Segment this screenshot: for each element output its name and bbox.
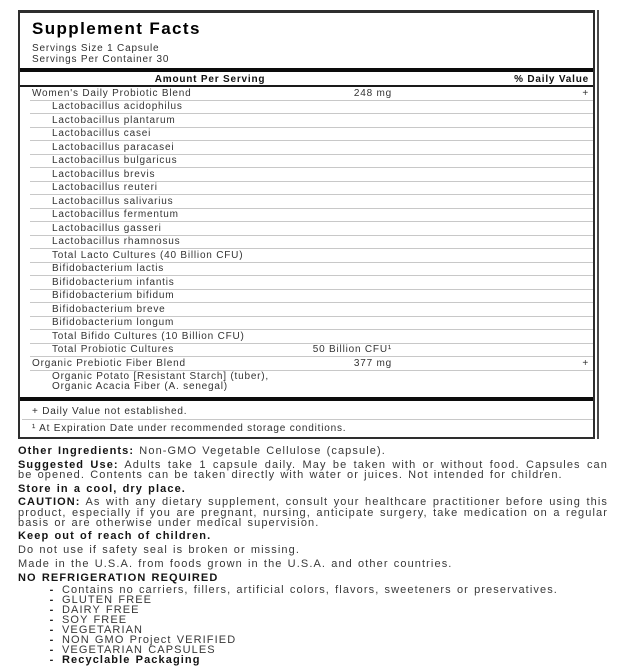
ingredient-name: Lactobacillus salivarius (52, 195, 174, 207)
footnote-expiration: ¹ At Expiration Date under recommended storage conditions. (32, 422, 347, 434)
ingredient-name: Total Probiotic Cultures (52, 344, 175, 355)
paragraph-label: Keep out of reach of children. (18, 530, 212, 543)
ingredient-name: Lactobacillus acidophilus (52, 101, 183, 112)
table-row (30, 222, 593, 236)
ingredient-name: Bifidobacterium longum (52, 317, 175, 328)
bullet-text: SOY FREE (62, 613, 128, 626)
ingredient-name: Bifidobacterium bifidum (52, 290, 175, 301)
ingredient-name: Bifidobacterium lactis (52, 263, 165, 274)
table-row (30, 371, 593, 395)
info-paragraph (18, 497, 608, 528)
table-row (30, 236, 593, 250)
ingredient-name: Bifidobacterium infantis (52, 276, 175, 288)
column-header-row (30, 72, 593, 85)
table-row (30, 249, 593, 263)
info-paragraph (18, 545, 608, 555)
column-header-amount: Amount Per Serving (154, 74, 266, 85)
table-row (30, 357, 593, 371)
paragraph-text: Adults take 1 capsule daily. May be taken with or without food. Capsules can be opened. Contents can be taken directly with water or juices. Not intended for children. (18, 458, 608, 481)
ingredient-rows (30, 87, 593, 394)
bullet-item (42, 643, 608, 656)
ingredient-amount: 50 Billion CFU¹ (312, 344, 392, 355)
supplement-facts-panel (18, 10, 595, 439)
footnote-daily-value: + Daily Value not established. (32, 405, 188, 417)
bullet-text: Contains no carriers, fillers, artificial colors, flavors, sweeteners or preservatives. (62, 584, 558, 597)
info-paragraph (18, 460, 608, 480)
bullet-item (42, 633, 608, 646)
paragraph-text: Do not use if safety seal is broken or missing. (18, 544, 301, 557)
bullet-dash-icon: - (49, 643, 55, 656)
ingredient-name: Lactobacillus reuteri (52, 182, 158, 193)
info-paragraph (18, 573, 608, 583)
table-row (30, 303, 593, 317)
bullet-item (42, 653, 608, 666)
table-row (30, 168, 593, 182)
bullet-text: DAIRY FREE (62, 604, 140, 617)
paragraph-text: Made in the U.S.A. from foods grown in the U.S.A. and other countries. (18, 557, 453, 570)
info-paragraph (18, 446, 608, 456)
ingredient-name: Lactobacillus bulgaricus (52, 155, 178, 166)
table-row (30, 209, 593, 223)
ingredient-name: Lactobacillus brevis (52, 168, 156, 180)
bullet-text: NON GMO Project VERIFIED (62, 633, 237, 646)
ingredient-name: Lactobacillus casei (52, 128, 152, 139)
table-row (30, 155, 593, 169)
bullet-dash-icon: - (49, 633, 55, 646)
panel-title: Supplement Facts (32, 19, 201, 38)
table-row (30, 330, 593, 344)
table-row (30, 276, 593, 290)
daily-value-symbol: + (582, 87, 589, 99)
column-header-daily-value: % Daily Value (514, 74, 589, 85)
paragraph-text: Non-GMO Vegetable Cellulose (capsule). (134, 445, 386, 457)
ingredient-name: Organic Prebiotic Fiber Blend (32, 357, 186, 369)
ingredient-name: Lactobacillus plantarum (52, 114, 176, 126)
paragraph-label: CAUTION: (18, 496, 81, 509)
bullet-dash-icon: - (49, 623, 55, 636)
table-row (30, 195, 593, 209)
bullet-dash-icon: - (49, 594, 55, 607)
table-row (30, 182, 593, 196)
paragraph-label: NO REFRIGERATION REQUIRED (18, 571, 219, 584)
paragraph-label: Store in a cool, dry place. (18, 482, 186, 495)
ingredient-name: Lactobacillus fermentum (52, 209, 179, 220)
paragraph-text: As with any dietary supplement, consult your healthcare practitioner before using this product, especially if you are pregnant, nursing, anticipate surgery, take medication on a regular basis or are otherwise under medical supervision. (18, 496, 608, 529)
table-row (30, 101, 593, 115)
bullet-dash-icon: - (49, 604, 55, 617)
ingredient-name: Lactobacillus paracasei (52, 141, 175, 153)
paragraph-label: Suggested Use: (18, 458, 119, 471)
panel-footnotes (22, 403, 593, 436)
ingredient-name: Total Lacto Cultures (40 Billion CFU) (52, 249, 244, 261)
daily-value-symbol: + (582, 357, 589, 369)
table-row (30, 344, 593, 358)
table-row (30, 128, 593, 142)
ingredient-name: Lactobacillus gasseri (52, 222, 162, 234)
ingredient-name: Total Bifido Cultures (10 Billion CFU) (52, 330, 245, 342)
divider-thick-bottom (20, 397, 593, 401)
info-paragraphs (18, 446, 608, 583)
bullet-text: VEGETARIAN (62, 623, 144, 636)
paragraph-label: Other Ingredients: (18, 445, 135, 457)
label-info-text (18, 446, 608, 665)
table-row (30, 317, 593, 331)
info-paragraph (18, 559, 608, 569)
bullet-text: GLUTEN FREE (62, 594, 153, 607)
table-row (30, 114, 593, 128)
serving-size: Servings Size 1 Capsule (32, 43, 160, 54)
info-paragraph (18, 484, 608, 494)
servings-per-container: Servings Per Container 30 (32, 53, 170, 65)
table-row (30, 263, 593, 277)
bullet-dash-icon: - (49, 613, 55, 626)
ingredient-name: Lactobacillus rhamnosus (52, 236, 181, 247)
ingredient-name: Bifidobacterium breve (52, 303, 166, 315)
table-row (30, 141, 593, 155)
feature-bullet-list (18, 586, 608, 665)
ingredient-name: Organic Potato [Resistant Starch] (tuber), Organic Acacia Fiber (A. senegal) (52, 371, 270, 392)
bullet-text: Recyclable Packaging (62, 653, 201, 666)
bullet-text: VEGETARIAN CAPSULES (62, 643, 216, 656)
ingredient-amount: 248 mg (353, 87, 392, 99)
info-paragraph (18, 531, 608, 541)
bullet-dash-icon: - (49, 653, 55, 666)
table-row (30, 87, 593, 101)
ingredient-name: Women's Daily Probiotic Blend (32, 87, 192, 99)
ingredient-amount: 377 mg (353, 357, 392, 369)
bullet-dash-icon: - (49, 584, 55, 597)
table-row (30, 290, 593, 304)
